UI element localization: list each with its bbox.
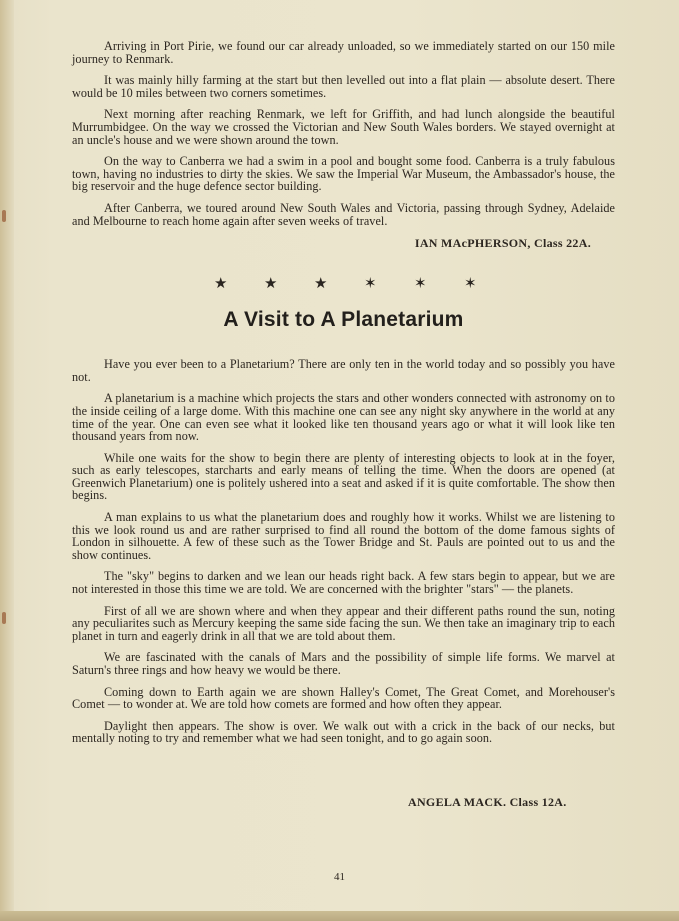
paragraph: It was mainly hilly farming at the start but then levelled out into a flat plain — absolute desert. There would be 10 miles between two corners sometimes. — [72, 73, 615, 100]
author-signature: IAN MAcPHERSON, Class 22A. — [414, 236, 591, 251]
asterisk-star-icon: ✶ — [464, 274, 477, 293]
page-number: 41 — [334, 871, 345, 883]
star-icon: ★ — [214, 274, 228, 293]
paragraph: After Canberra, we toured around New South Wales and Victoria, passing through Sydney, Adelaide and Melbourne to reach home again after seven weeks of travel. — [72, 200, 615, 228]
paragraph: Have you ever been to a Planetarium? There are only ten in the world today and so possibly you have not. — [72, 357, 615, 384]
staple-mark — [2, 210, 6, 222]
paragraph: On the way to Canberra we had a swim in a pool and bought some food. Canberra is a truly fabulous town, having no industries to dirty the skies. We saw the Imperial War Museum, the Ambassador's house, the big reservoir and the huge defence sector building. — [72, 154, 615, 194]
star-icon: ★ — [264, 274, 278, 293]
article-title: A Visit to A Planetarium — [223, 308, 464, 332]
page-content — [72, 40, 615, 810]
paragraph: Arriving in Port Pirie, we found our car already unloaded, so we immediately started on our 150 mile journey to Renmark. — [72, 39, 615, 66]
asterisk-star-icon: ✶ — [364, 274, 377, 293]
paragraph: A planetarium is a machine which projects the stars and other wonders connected with astronomy on to the inside ceiling of a large dome. With this machine one can see any night sky anywhere in the world at any time of the year. One can even see what it looked like ten thousand years ago or what it will look like ten thousand years from now. — [72, 391, 615, 444]
paragraph: The "sky" begins to darken and we lean our heads right back. A few stars begin to appear, but we are not interested in those this time we are told. We are concerned with the brighter "stars" — the planets. — [72, 569, 615, 597]
author-signature: ANGELA MACK. Class 12A. — [408, 794, 567, 809]
paragraph: Coming down to Earth again we are shown Halley's Comet, The Great Comet, and Morehouser's Comet — to wonder at. We are told how comets are formed and how often they appear. — [72, 684, 615, 712]
page-binding-edge — [0, 0, 14, 921]
staple-mark — [2, 612, 6, 624]
paragraph: Next morning after reaching Renmark, we left for Griffith, and had lunch alongside the beautiful Murrumbidgee. On the way we crossed the Victorian and New South Wales borders. We stayed overnight at an uncle's house and we were shown around the town. — [72, 107, 615, 147]
star-divider — [72, 275, 615, 291]
paragraph: A man explains to us what the planetarium does and roughly how it works. Whilst we are listening to this we look round us and are rather surprised to find all round the bottom of the dome famous sights of London in silhouette. A few of these such as the Tower Bridge and St. Pauls are pointed out to us and the show continues. — [72, 510, 615, 562]
paragraph: We are fascinated with the canals of Mars and the possibility of simple life forms. We marvel at Saturn's three rings and how heavy we would be there. — [72, 650, 615, 677]
asterisk-star-icon: ✶ — [414, 274, 427, 293]
paragraph: First of all we are shown where and when they appear and their different paths round the sun, noting any peculiarites such as Mercury keeping the same side facing the sun. We then take an imaginary trip to each planet in turn and eagerly drink in all that we are told about them. — [72, 603, 615, 643]
travel-story — [72, 40, 615, 251]
star-icon: ★ — [314, 274, 328, 293]
paragraph: Daylight then appears. The show is over. We walk out with a crick in the back of our necks, but mentally noting to try and remember what we had seen tonight, and to go again soon. — [72, 718, 615, 746]
paragraph: While one waits for the show to begin there are plenty of interesting objects to look at in the foyer, such as early telescopes, starcharts and early means of telling the time. When the doors are opened (at Greenwich Planetarium) one is politely ushered into a seat and asked if it is quite comfortable. The show then begins. — [72, 450, 615, 503]
planetarium-article — [72, 358, 615, 810]
